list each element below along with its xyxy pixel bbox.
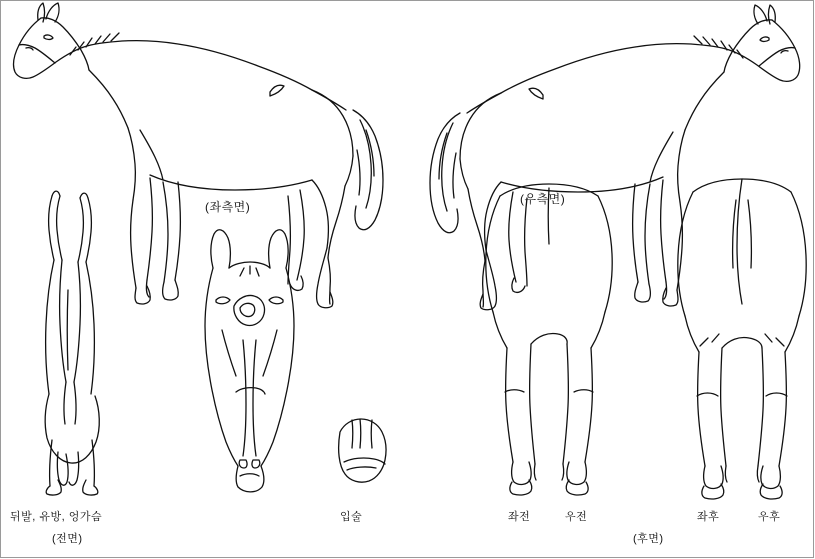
horse-rear-view-front-legs xyxy=(486,184,612,495)
horse-head-front-view xyxy=(205,230,294,492)
label-rear-feet-udder-chest: 뒤발, 유방, 엉가슴 xyxy=(10,511,103,523)
label-right-front-leg: 우전 xyxy=(565,511,588,523)
label-front-view: (전면) xyxy=(52,533,83,545)
horse-rear-view-hind-legs xyxy=(678,179,806,499)
horse-front-view-udder xyxy=(45,191,99,495)
horse-left-side-view xyxy=(14,3,383,308)
label-right-side-view: (우측면) xyxy=(520,192,566,206)
label-left-side-view: (좌측면) xyxy=(205,200,251,214)
horse-lip-closeup xyxy=(339,419,386,482)
label-mouth: 입술 xyxy=(340,511,363,523)
label-left-rear-leg: 좌후 xyxy=(697,511,720,523)
label-rear-view: (후면) xyxy=(633,533,664,545)
label-left-front-leg: 좌전 xyxy=(508,511,531,523)
label-right-rear-leg: 우후 xyxy=(758,511,781,523)
